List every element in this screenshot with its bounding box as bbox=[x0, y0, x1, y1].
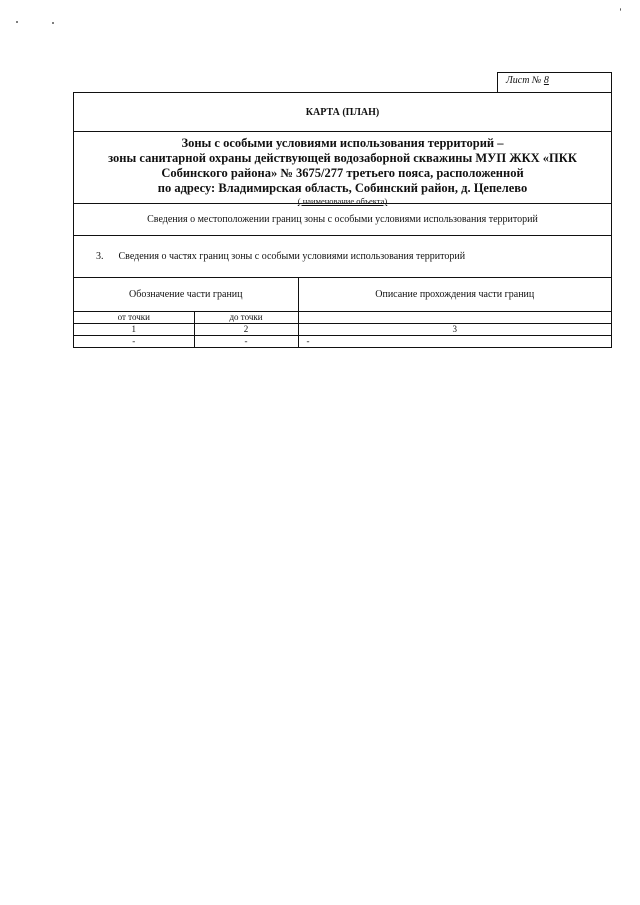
parts-table-wrap bbox=[74, 278, 611, 347]
subheader-from: от точки bbox=[74, 311, 194, 323]
zone-line: Зоны с особыми условиями использования территорий – bbox=[181, 136, 504, 150]
scan-speck bbox=[52, 22, 54, 24]
parts-heading-text: Сведения о частях границ зоны с особыми условиями использования территорий bbox=[118, 251, 466, 262]
document-title: КАРТА (ПЛАН) bbox=[74, 93, 611, 132]
table-header-row bbox=[74, 278, 611, 311]
index-cell: 1 bbox=[74, 323, 194, 335]
subheader-to: до точки bbox=[194, 311, 298, 323]
parts-table bbox=[74, 278, 611, 347]
table-cell: - bbox=[298, 335, 611, 347]
table-cell: - bbox=[74, 335, 194, 347]
subheader-empty bbox=[298, 311, 611, 323]
header-description: Описание прохождения части границ bbox=[298, 278, 611, 311]
table-subheader-row bbox=[74, 311, 611, 323]
sheet-number-box bbox=[497, 72, 612, 92]
scan-speck bbox=[16, 21, 18, 23]
table-row bbox=[74, 335, 611, 347]
zone-line: по адресу: Владимирская область, Собинский район, д. Цепелево bbox=[157, 181, 528, 195]
sheet-label: Лист № bbox=[506, 75, 542, 86]
parts-heading-number: 3. bbox=[96, 251, 104, 262]
sheet-number: 8 bbox=[543, 75, 549, 86]
zone-line: Собинского района» № 3675/277 третьего пояса, расположенной bbox=[161, 166, 524, 180]
location-heading: Сведения о местоположении границ зоны с особыми условиями использования территорий bbox=[74, 204, 611, 236]
header-designation: Обозначение части границ bbox=[129, 288, 243, 300]
parts-heading bbox=[74, 236, 611, 278]
index-cell: 3 bbox=[298, 323, 611, 335]
zone-line: зоны санитарной охраны действующей водозаборной скважины МУП ЖКХ «ПКК bbox=[108, 151, 577, 165]
table-index-row bbox=[74, 323, 611, 335]
scan-speck bbox=[620, 8, 621, 11]
index-cell: 2 bbox=[194, 323, 298, 335]
table-cell: - bbox=[194, 335, 298, 347]
zone-caption: ( наименование объекта) bbox=[297, 196, 388, 206]
zone-name-block bbox=[74, 132, 611, 204]
document-frame bbox=[73, 92, 612, 348]
